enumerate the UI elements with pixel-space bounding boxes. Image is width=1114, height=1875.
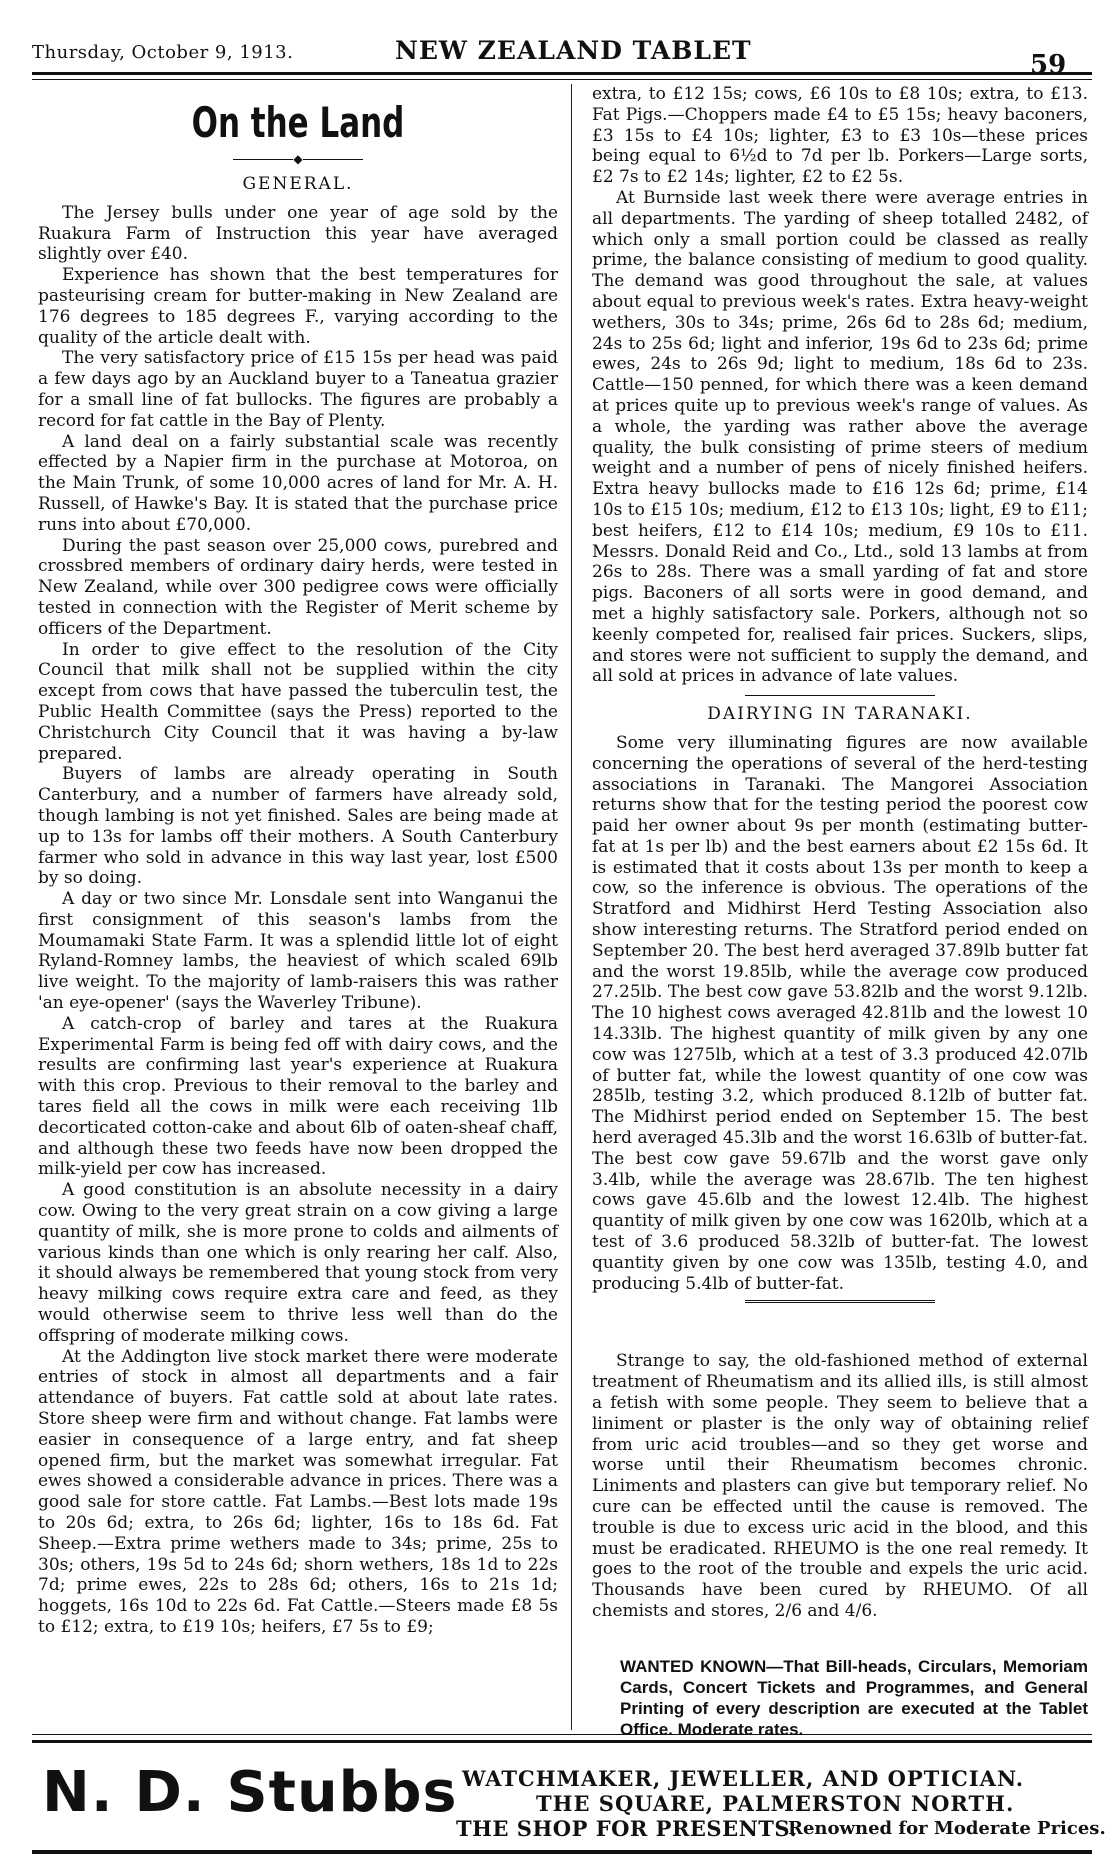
paragraph: In order to give effect to the resolution of the City Council that milk shall not be supplied within the city except from cows that have passed the tuberculin test, the Public Health Committee (says the Press) reported to the Christchurch City Council that it was having a by-law prepared. bbox=[38, 639, 558, 764]
header-rule bbox=[32, 72, 1092, 75]
footer-rule bbox=[32, 1734, 1092, 1735]
paragraph: A catch-crop of barley and tares at the Ruakura Experimental Farm is being fed off with dairy cows, and the results are confirming last year's experience at Ruakura with this crop. Previous to their removal to the barley and tares field all the cows in milk were each receiving 1lb decorticated cotton-cake and about 6lb of oaten-sheaf chaff, and although these two feeds have now been dropped the milk-yield per cow has increased. bbox=[38, 1013, 558, 1180]
footer-rule-thick bbox=[32, 1740, 1092, 1743]
article-title: On the Land bbox=[191, 98, 405, 147]
advertiser-name: N. D. Stubbs bbox=[42, 1760, 458, 1825]
section-heading-general: GENERAL. bbox=[242, 174, 354, 194]
dairying-paragraph: Some very illuminating figures are now available concerning the operations of several of the herd-testing associations in Taranaki. The Mangorei Association returns show that for the testing period the poorest cow paid her owner about 9s per month (estimating butter-fat at 1s per lb) and the best earners about £2 15s 6d. It is estimated that it costs about 13s per month to keep a cow, so the inference is obvious. The operations of the Stratford and Midhirst Herd Testing Association also show interesting returns. The Stratford period ended on September 20. The best herd averaged 37.89lb butter fat and the worst 19.85lb, while the average cow produced 27.25lb. The best cow gave 53.82lb and the worst 9.12lb. The 10 highest cows averaged 42.81lb and the lowest 10 14.33lb. The highest quantity of milk given by any one cow was 1275lb, which at a test of 3.3 produced 42.07lb of butter fat, while the lowest quantity of one cow was 285lb, testing 3.2, which produced 8.12lb of butter fat. The Midhirst period ended on September 15. The best herd averaged 45.3lb and the worst 16.63lb of butter-fat. The best cow gave 59.67lb and the worst gave only 3.4lb, while the average was 28.67lb. The ten highest cows gave 45.6lb and the lowest 12.4lb. The highest quantity of milk given by one cow was 1620lb, which at a test of 3.6 produced 58.32lb of butter-fat. The lowest quantity given by one cow was 135lb, testing 4.0, and producing 5.4lb of butter-fat. bbox=[592, 732, 1088, 1294]
wanted-known-text: WANTED KNOWN—That Bill-heads, Circulars, Memoriam Cards, Concert Tickets and Programmes, and General Printing of every description are executed at the Tablet Office. Moderate rates. bbox=[620, 1656, 1088, 1739]
masthead-title: NEW ZEALAND TABLET bbox=[395, 36, 752, 65]
header-rule-thin bbox=[32, 79, 1092, 80]
left-column bbox=[38, 84, 558, 1638]
right-column bbox=[592, 84, 1088, 1740]
paragraph: A good constitution is an absolute necessity in a dairy cow. Owing to the very great strain on a cow giving a large quantity of milk, she is more prone to colds and ailments of various kinds than one which is only rearing her calf. Also, it should always be remembered that young stock from very heavy milking cows require extra care and feed, as they would otherwise seem to thrive less well than do the offspring of moderate milking cows. bbox=[38, 1180, 558, 1346]
section-heading-dairying: DAIRYING IN TARANAKI. bbox=[707, 704, 973, 725]
paragraph: The Jersey bulls under one year of age sold by the Ruakura Farm of Instruction this year have averaged slightly over £40. bbox=[38, 202, 558, 265]
burnside-paragraph: At Burnside last week there were average entries in all departments. The yarding of sheep totalled 2482, of which only a small portion could be classed as really prime, the balance consisting of medium to good quality. The demand was good throughout the sale, at values about equal to previous week's rates. Extra heavy-weight wethers, 30s to 34s; prime, 26s 6d to 28s 6d; medium, 24s to 25s 6d; light and inferior, 19s 6d to 23s 6d; prime ewes, 24s to 26s 9d; light to medium, 18s 6d to 23s. Cattle—150 penned, for which there was a keen demand at prices quite up to previous week's range of values. As a whole, the yarding was rather above the average quality, the bulk consisting of prime steers of medium weight and a number of pens of nicely finished heifers. Extra heavy bullocks made to £16 12s 6d; prime, £14 10s to £15 10s; medium, £12 to £13 10s; light, £9 to £11; best heifers, £12 to £14 10s; medium, £9 10s to £11. Messrs. Donald Reid and Co., Ltd., sold 13 lambs at from 26s to 28s. There was a small yarding of fat and store pigs. Baconers of all sorts were in good demand, and met a highly satisfactory sale. Porkers, although not so keenly competed for, realised fair prices. Suckers, slips, and stores were not sufficient to supply the demand, and all sold at prices in advance of late values. bbox=[592, 187, 1088, 687]
page-number: 59 bbox=[1030, 50, 1067, 80]
section-rule bbox=[745, 695, 935, 696]
advertiser-slogan: THE SHOP FOR PRESENTS. bbox=[456, 1816, 798, 1841]
column-divider bbox=[571, 84, 572, 1730]
bottom-rule bbox=[32, 1850, 1092, 1854]
paragraph: Buyers of lambs are already operating in South Canterbury, and a number of farmers have already sold, though lambing is not yet finished. Sales are being made at up to 13s for lambs off their mothers. A South Canterbury farmer who sold in advance in this way last year, lost £500 by so doing. bbox=[38, 764, 558, 889]
advertiser-tagline: Renowned for Moderate Prices. bbox=[788, 1818, 1106, 1839]
paragraph: A land deal on a fairly substantial scale was recently effected by a Napier firm in the purchase at Motoroa, on the Main Trunk, of some 10,000 acres of land for Mr. A. H. Russell, of Hawke's Bay. It is stated that the purchase price runs into about £70,000. bbox=[38, 431, 558, 535]
paragraph: The very satisfactory price of £15 15s per head was paid a few days ago by an Auckland buyer to a Taneatua grazier for a small line of fat bullocks. The figures are probably a record for fat cattle in the Bay of Plenty. bbox=[38, 348, 558, 431]
double-rule bbox=[745, 1300, 935, 1305]
title-ornament: ◆ bbox=[38, 150, 558, 168]
paragraph: A day or two since Mr. Lonsdale sent into Wanganui the first consignment of this season's lambs from the Moumamaki State Farm. It was a splendid little lot of eight Ryland-Romney lambs, the heaviest of which scaled 69lb live weight. To the majority of lamb-raisers this was rather 'an eye-opener' (says the Waverley Tribune). bbox=[38, 889, 558, 1014]
paragraph: During the past season over 25,000 cows, purebred and crossbred members of ordinary dairy herds, were tested in New Zealand, while over 300 pedigree cows were officially tested in connection with the Register of Merit scheme by officers of the Department. bbox=[38, 535, 558, 639]
rheumo-advertisement: Strange to say, the old-fashioned method of external treatment of Rheumatism and its allied ills, is still almost a fetish with some people. They seem to believe that a liniment or plaster is the only way of obtaining relief from uric acid troubles—and so they get worse and worse until their Rheumatism becomes chronic. Liniments and plasters can give but temporary relief. No cure can be effected until the cause is removed. The trouble is due to excess uric acid in the blood, and this must be eradicated. RHEUMO is the one real remedy. It goes to the root of the trouble and expels the uric acid. Thousands have been cured by RHEUMO. Of all chemists and stores, 2/6 and 4/6. bbox=[592, 1351, 1088, 1621]
issue-date: Thursday, October 9, 1913. bbox=[32, 42, 294, 63]
advertiser-trade: WATCHMAKER, JEWELLER, AND OPTICIAN. bbox=[462, 1766, 1025, 1791]
wanted-known-notice bbox=[592, 1656, 1088, 1740]
continued-paragraph: extra, to £12 15s; cows, £6 10s to £8 10s; extra, to £13. Fat Pigs.—Choppers made £4 to £5 15s; heavy baconers, £3 15s to £4 10s; lighter, £3 to £3 10s—these prices being equal to 6½d to 7d per lb. Porkers—Large sorts, £2 7s to £2 14s; lighter, £2 to £2 5s. bbox=[592, 84, 1088, 188]
advertiser-address: THE SQUARE, PALMERSTON NORTH. bbox=[536, 1791, 1015, 1816]
paragraph: Experience has shown that the best temperatures for pasteurising cream for butter-making in New Zealand are 176 degrees to 185 degrees F., varying according to the quality of the article dealt with. bbox=[38, 265, 558, 348]
paragraph: At the Addington live stock market there were moderate entries of stock in almost all departments and a fair attendance of buyers. Fat cattle sold at about late rates. Store sheep were firm and without change. Fat lambs were easier in consequence of a large entry, and fat sheep opened firm, but the market was somewhat irregular. Fat ewes showed a considerable advance in prices. There was a good sale for store cattle. Fat Lambs.—Best lots made 19s to 20s 6d; extra, to 26s 6d; lighter, 16s to 18s 6d. Fat Sheep.—Extra prime wethers made to 34s; prime, 25s to 30s; others, 19s 5d to 24s 6d; shorn wethers, 18s 1d to 22s 7d; prime ewes, 22s to 28s 6d; others, 16s to 21s 1d; hoggets, 16s 10d to 22s 6d. Fat Cattle.—Steers made £8 5s to £12; extra, to £19 10s; heifers, £7 5s to £9; bbox=[38, 1346, 558, 1637]
